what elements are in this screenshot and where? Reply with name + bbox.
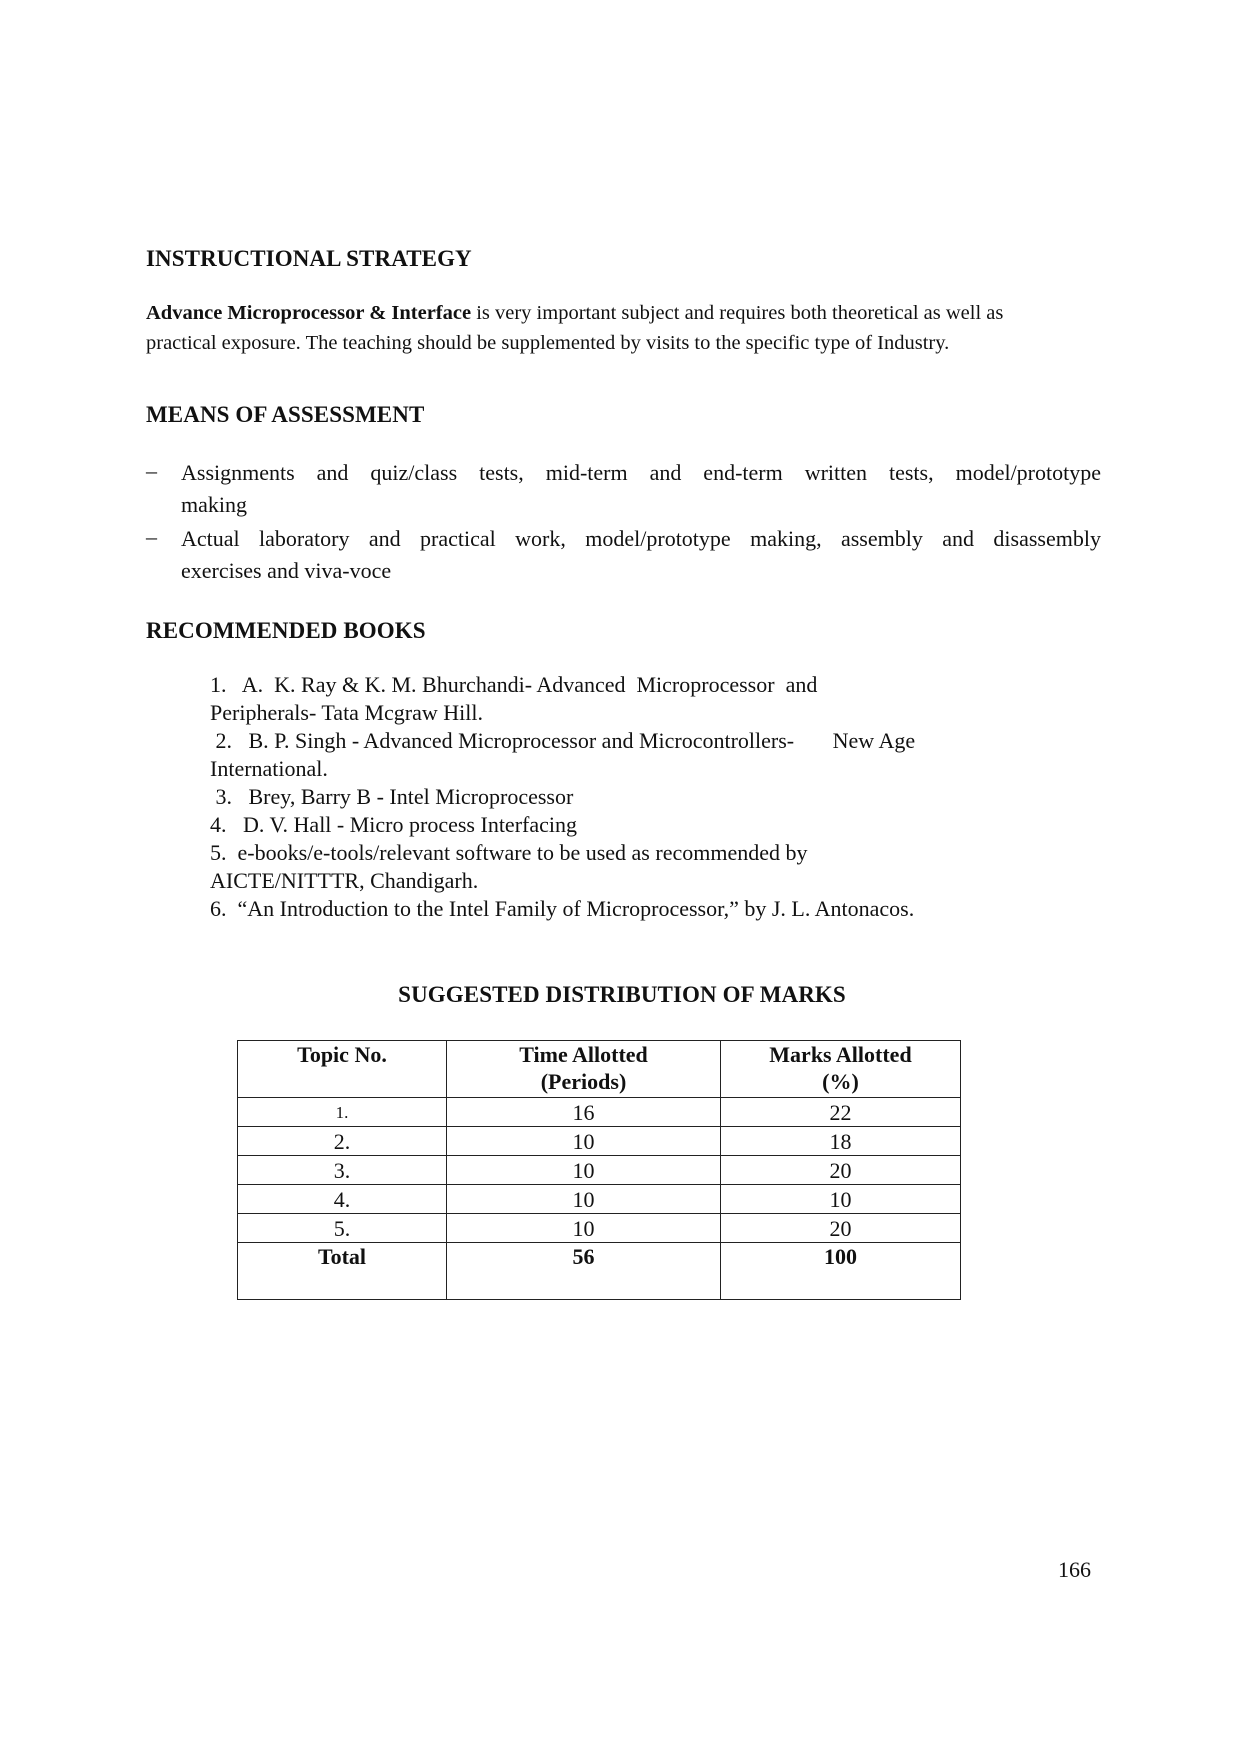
topic-cell: 3. — [238, 1156, 447, 1185]
marks-cell: 20 — [721, 1214, 961, 1243]
strategy-line-1 — [146, 298, 1096, 328]
topic-cell: 1. — [238, 1098, 447, 1127]
header-time-allotted-line-1: Time Allotted — [519, 1042, 648, 1067]
assessment-bullet-1-dash: – — [146, 458, 157, 483]
assessment-item-2-line-1: Actual laboratory and practical work, model/prototype making, assembly and disassembly — [181, 526, 1101, 551]
assessment-item-2-line-2: exercises and viva-voce — [181, 558, 392, 583]
header-time-allotted — [447, 1041, 721, 1098]
topic-cell: 2. — [238, 1127, 447, 1156]
assessment-bullet-2-dash: – — [146, 524, 157, 549]
strategy-line-2: practical exposure. The teaching should be supplemented by visits to the specific type of Industry. — [146, 332, 950, 354]
strategy-line-1-text: is very important subject and requires both theoretical as well as — [471, 302, 1004, 324]
header-time-allotted-line-2: (Periods) — [540, 1069, 627, 1094]
marks-distribution-table — [237, 1040, 961, 1300]
total-time-cell: 56 — [447, 1243, 721, 1300]
total-marks-cell: 100 — [721, 1243, 961, 1300]
book-line-6: 4. D. V. Hall - Micro process Interfacing — [210, 812, 577, 837]
book-line-2: Peripherals- Tata Mcgraw Hill. — [210, 700, 483, 725]
table-row — [238, 1214, 961, 1243]
page-number: 166 — [1058, 1557, 1091, 1582]
header-marks-allotted-line-2: (%) — [822, 1069, 859, 1094]
header-marks-allotted — [721, 1041, 961, 1098]
table-header-row — [238, 1041, 961, 1098]
assessment-item-1-line-2: making — [181, 492, 247, 517]
table-row — [238, 1098, 961, 1127]
assessment-item-1 — [181, 457, 1101, 521]
book-line-5: 3. Brey, Barry B - Intel Microprocessor — [210, 784, 574, 809]
marks-cell: 10 — [721, 1185, 961, 1214]
instructional-strategy-heading: INSTRUCTIONAL STRATEGY — [146, 246, 472, 271]
means-of-assessment-heading: MEANS OF ASSESSMENT — [146, 402, 425, 427]
subject-name: Advance Microprocessor & Interface — [146, 302, 472, 324]
topic-cell: 4. — [238, 1185, 447, 1214]
marks-cell: 20 — [721, 1156, 961, 1185]
book-line-7: 5. e-books/e-tools/relevant software to be used as recommended by — [210, 840, 808, 865]
total-label-cell: Total — [238, 1243, 447, 1300]
time-cell: 10 — [447, 1127, 721, 1156]
marks-cell: 18 — [721, 1127, 961, 1156]
book-line-8: AICTE/NITTTR, Chandigarh. — [210, 868, 479, 893]
marks-cell: 22 — [721, 1098, 961, 1127]
assessment-item-2 — [181, 523, 1101, 587]
book-line-9: 6. “An Introduction to the Intel Family of Microprocessor,” by J. L. Antonacos. — [210, 896, 915, 921]
time-cell: 10 — [447, 1214, 721, 1243]
topic-cell: 5. — [238, 1214, 447, 1243]
header-topic-no: Topic No. — [238, 1041, 447, 1098]
marks-distribution-title — [0, 982, 1240, 1008]
table-total-row — [238, 1243, 961, 1300]
book-line-3: 2. B. P. Singh - Advanced Microprocessor and Microcontrollers- New Age — [210, 728, 916, 753]
table-row — [238, 1127, 961, 1156]
time-cell: 10 — [447, 1156, 721, 1185]
header-marks-allotted-line-1: Marks Allotted — [769, 1042, 912, 1067]
table-row — [238, 1185, 961, 1214]
time-cell: 10 — [447, 1185, 721, 1214]
book-line-1: 1. A. K. Ray & K. M. Bhurchandi- Advanced Microprocessor and — [210, 672, 818, 697]
assessment-item-1-line-1: Assignments and quiz/class tests, mid-term and end-term written tests, model/prototype — [181, 460, 1101, 485]
book-line-4: International. — [210, 756, 328, 781]
instructional-strategy-paragraph — [146, 298, 1096, 358]
time-cell: 16 — [447, 1098, 721, 1127]
table-row — [238, 1156, 961, 1185]
recommended-books-heading: RECOMMENDED BOOKS — [146, 618, 426, 643]
marks-distribution-title-text: SUGGESTED DISTRIBUTION OF MARKS — [398, 982, 846, 1007]
